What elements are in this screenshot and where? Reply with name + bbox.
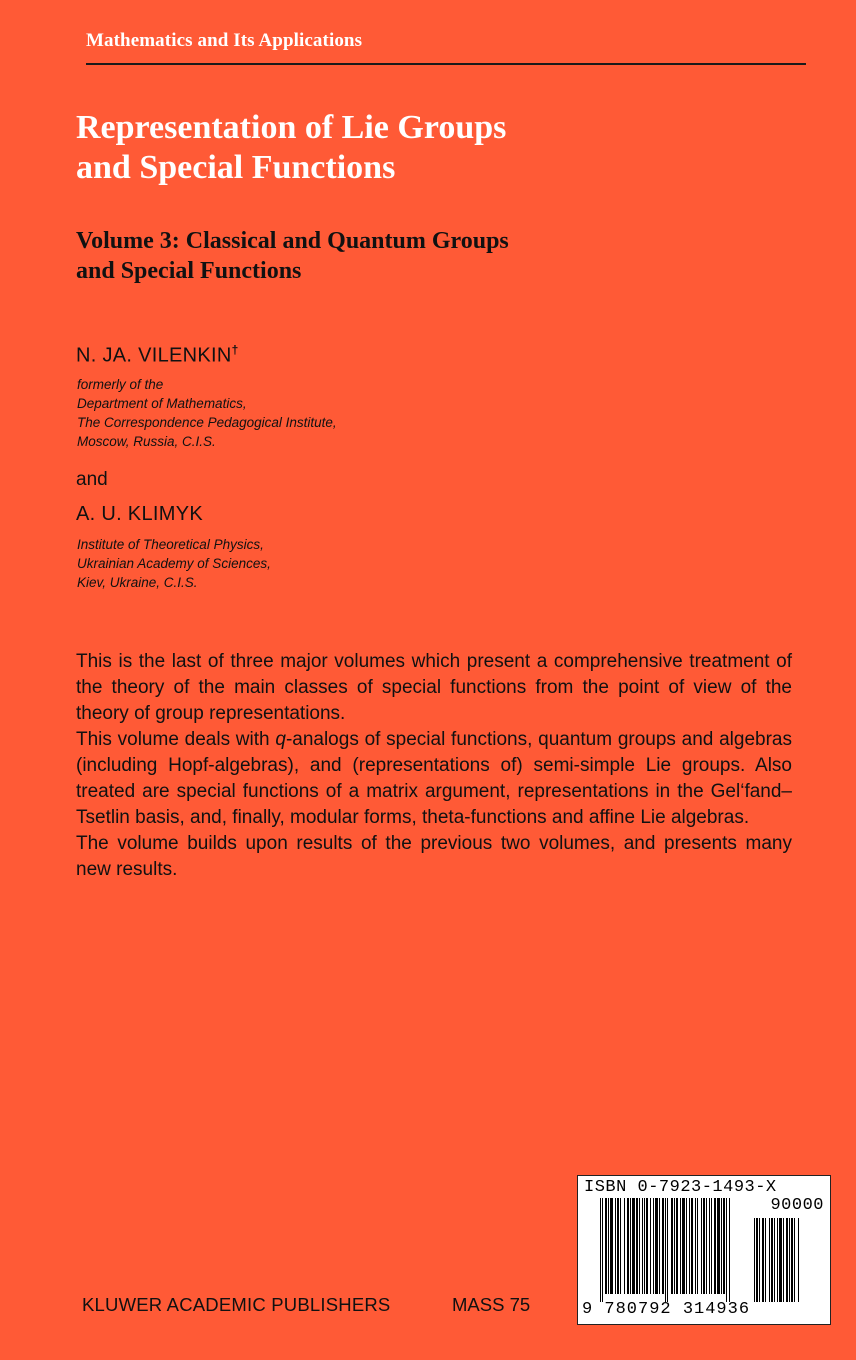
barcode-bars <box>600 1198 750 1302</box>
barcode-bar <box>691 1198 693 1294</box>
barcode-bar <box>671 1198 673 1294</box>
barcode-bar <box>695 1198 696 1294</box>
barcode-bar <box>794 1218 795 1302</box>
series-name: Mathematics and Its Applications <box>86 30 363 51</box>
barcode-bar <box>762 1218 764 1302</box>
barcode-bar <box>646 1198 648 1294</box>
barcode-bar <box>642 1198 643 1294</box>
barcode-bar <box>602 1198 603 1302</box>
desc-p2-prefix: This volume deals with <box>76 729 276 750</box>
affiliation-line: The Correspondence Pedagogical Institute, <box>77 415 337 430</box>
barcode-bar <box>665 1198 666 1302</box>
barcode-bar <box>789 1218 790 1302</box>
barcode-bar <box>756 1218 758 1302</box>
volume-subtitle-line2: and Special Functions <box>76 258 302 284</box>
author-vilenkin <box>76 343 239 368</box>
barcode-bar <box>659 1198 660 1294</box>
barcode-bar <box>759 1218 760 1302</box>
barcode-bar <box>783 1218 784 1302</box>
barcode-bar <box>620 1198 621 1294</box>
barcode-bar <box>676 1198 678 1294</box>
affiliation-line: Kiev, Ukraine, C.I.S. <box>77 575 198 590</box>
barcode-bar <box>600 1198 601 1302</box>
barcode-bar <box>674 1198 675 1294</box>
author-klimyk <box>76 503 203 526</box>
barcode-bar <box>706 1198 707 1294</box>
barcode-bar <box>765 1218 766 1302</box>
volume-subtitle-line1: Volume 3: Classical and Quantum Groups <box>76 228 509 254</box>
volume-subtitle <box>76 226 776 286</box>
price-code: 90000 <box>770 1196 824 1215</box>
affiliation-line: Moscow, Russia, C.I.S. <box>77 434 216 449</box>
barcode-bar <box>786 1218 788 1302</box>
book-title-line2: and Special Functions <box>76 149 396 186</box>
book-description <box>76 649 792 883</box>
barcode-bar <box>729 1198 730 1302</box>
barcode-bar <box>709 1198 710 1294</box>
barcode-bar <box>630 1198 631 1294</box>
affiliation-vilenkin <box>77 375 337 451</box>
dagger-mark: † <box>231 343 239 357</box>
book-title-line1: Representation of Lie Groups <box>76 109 507 146</box>
barcode-bar <box>798 1218 799 1302</box>
barcode-bar <box>711 1198 712 1294</box>
affiliation-line: Department of Mathematics, <box>77 396 247 411</box>
author-klimyk-name: A. U. KLIMYK <box>76 503 203 525</box>
barcode-bar <box>662 1198 664 1294</box>
barcode-bar <box>769 1218 770 1302</box>
author-vilenkin-name: N. JA. VILENKIN <box>76 344 232 367</box>
barcode-bar <box>655 1198 658 1294</box>
q-symbol: q <box>275 729 286 750</box>
barcode-bar <box>723 1198 725 1294</box>
series-rule <box>86 63 806 65</box>
barcode-bar <box>726 1198 727 1302</box>
barcode-bar <box>650 1198 651 1294</box>
barcode-bar <box>617 1198 619 1294</box>
isbn-barcode <box>577 1175 831 1325</box>
series-code: MASS 75 <box>452 1294 531 1315</box>
barcode-bar <box>689 1198 690 1294</box>
barcode-bar <box>697 1198 698 1294</box>
ean-number: 9 780792 314936 <box>582 1300 751 1319</box>
barcode-bar <box>653 1198 654 1294</box>
barcode-bar <box>644 1198 645 1294</box>
affiliation-line: Ukrainian Academy of Sciences, <box>77 556 271 571</box>
description-paragraph-1: This is the last of three major volumes which present a comprehensive treatment of the theory of the main classes of special functions from the point of view of the theory of group representations. <box>76 651 792 724</box>
barcode-bar <box>608 1198 609 1294</box>
barcode-bar <box>627 1198 629 1294</box>
description-paragraph-3: The volume builds upon results of the previous two volumes, and presents many new results. <box>76 833 792 880</box>
barcode-bar <box>615 1198 616 1294</box>
barcode-bar <box>701 1198 702 1294</box>
barcode-bar <box>667 1198 668 1302</box>
desc-p2-rest: -analogs of special functions, quantum groups and algebras (including Hopf-algebras), and (representations of) semi-simple Lie groups. Also treated are special functions of a matrix argument, representations in the Gel‘fand–Tsetlin basis, and, finally, modular forms, theta-functions and affine Lie algebras. <box>76 729 792 828</box>
barcode-bar <box>721 1198 722 1294</box>
barcode-bar <box>791 1218 793 1302</box>
barcode-bar <box>636 1198 638 1294</box>
addon-barcode-bars <box>754 1218 824 1302</box>
description-paragraph-2 <box>76 727 792 831</box>
barcode-bar <box>682 1198 685 1294</box>
publisher-name: KLUWER ACADEMIC PUBLISHERS <box>82 1294 391 1315</box>
affiliation-klimyk <box>77 535 271 592</box>
barcode-bar <box>771 1218 773 1302</box>
isbn-label: ISBN 0-7923-1493-X <box>584 1178 777 1197</box>
barcode-bar <box>639 1198 640 1294</box>
barcode-bar <box>754 1218 755 1302</box>
barcode-bar <box>605 1198 607 1294</box>
barcode-bar <box>680 1198 681 1294</box>
barcode-bar <box>774 1218 775 1302</box>
barcode-bar <box>610 1198 613 1294</box>
barcode-bar <box>686 1198 687 1294</box>
affiliation-line: formerly of the <box>77 377 164 392</box>
affiliation-line: Institute of Theoretical Physics, <box>77 537 264 552</box>
barcode-bar <box>714 1198 716 1294</box>
author-conjunction: and <box>76 469 108 490</box>
barcode-bar <box>717 1198 720 1294</box>
barcode-bar <box>703 1198 705 1294</box>
barcode-bar <box>632 1198 635 1294</box>
book-title <box>76 108 776 188</box>
barcode-bar <box>779 1218 782 1302</box>
barcode-bar <box>624 1198 625 1294</box>
barcode-bar <box>777 1218 778 1302</box>
